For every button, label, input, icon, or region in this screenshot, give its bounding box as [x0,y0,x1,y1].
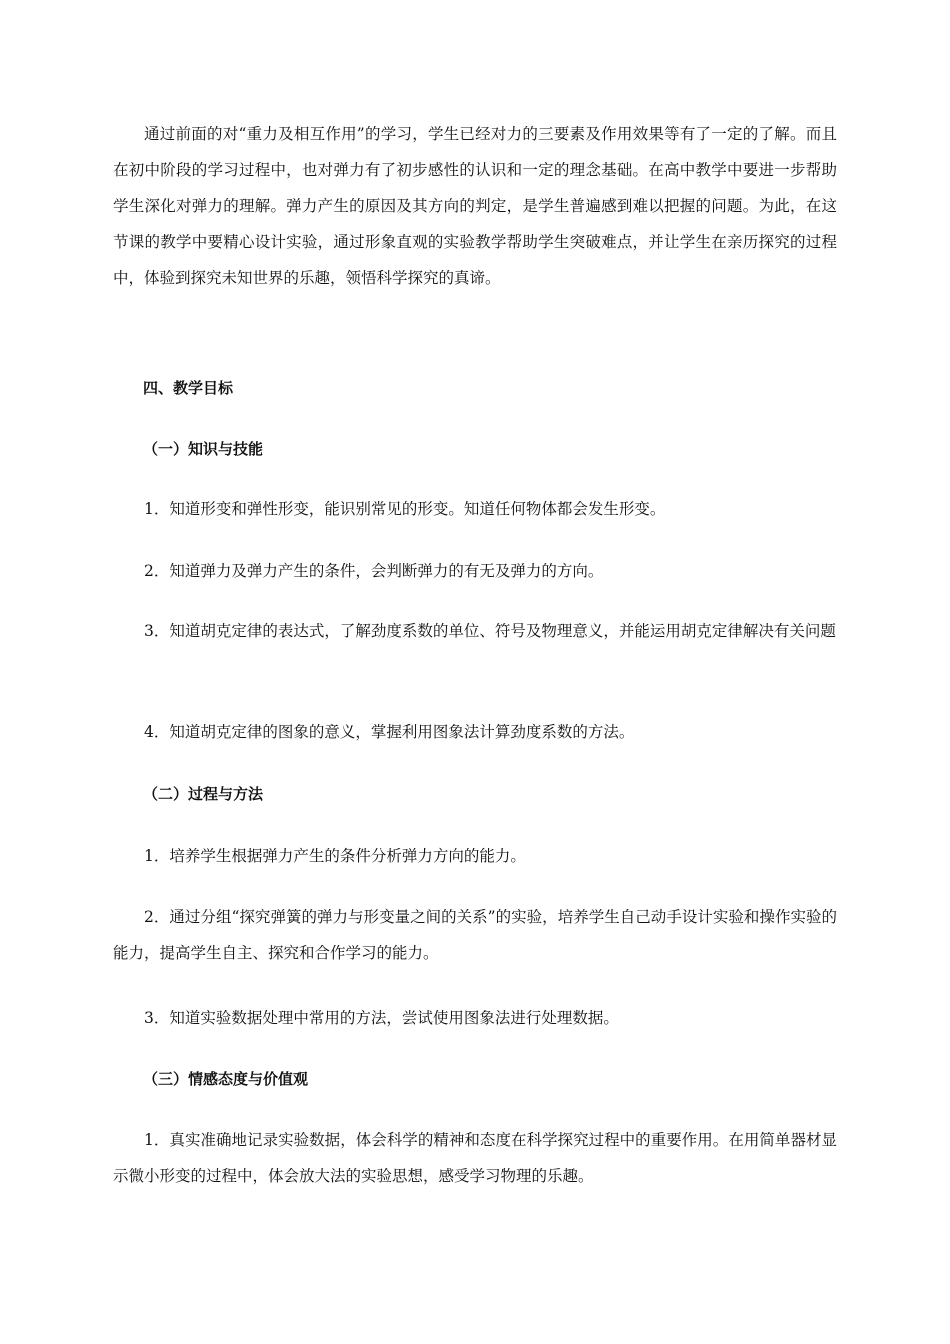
knowledge-item-1-block [113,491,837,527]
emotion-item-1-block [113,1122,837,1194]
list-item: 3．知道实验数据处理中常用的方法，尝试使用图象法进行处理数据。 [144,1009,619,1027]
process-subtitle: （二）过程与方法 [143,785,264,803]
intro-block [113,116,837,296]
knowledge-item-3-block [113,613,837,649]
intro-paragraph: 通过前面的对“重力及相互作用”的学习，学生已经对力的三要素及作用效果等有了一定的了解。而且在初中阶段的学习过程中，也对弹力有了初步感性的认识和一定的理念基础。在高中教学中要进一步帮助学生深化对弹力的理解。弹力产生的原因及其方向的判定，是学生普遍感到难以把握的问题。为此，在这节课的教学中要精心设计实验，通过形象直观的实验教学帮助学生突破难点，并让学生在亲历探究的过程中，体验到探究未知世界的乐趣，领悟科学探究的真谛。 [113,125,837,287]
knowledge-title-block [113,431,837,467]
knowledge-item-4-block [113,714,837,750]
list-item: 1．真实准确地记录实验数据，体会科学的精神和态度在科学探究过程中的重要作用。在用简单器材显示微小形变的过程中，体会放大法的实验思想，感受学习物理的乐趣。 [113,1131,837,1185]
list-item: 4．知道胡克定律的图象的意义，掌握利用图象法计算劲度系数的方法。 [144,723,635,741]
list-item: 1．知道形变和弹性形变，能识别常见的形变。知道任何物体都会发生形变。 [144,500,666,518]
process-item-2-block [113,899,837,971]
knowledge-item-2-block [113,553,837,589]
process-item-3-block [113,1000,837,1036]
emotion-subtitle: （三）情感态度与价值观 [143,1070,309,1088]
list-item: 3．知道胡克定律的表达式，了解劲度系数的单位、符号及物理意义，并能运用胡克定律解决有关问题 [144,622,836,640]
list-item: 2．知道弹力及弹力产生的条件，会判断弹力的有无及弹力的方向。 [144,562,604,580]
list-item: 1．培养学生根据弹力产生的条件分析弹力方向的能力。 [144,847,526,865]
section-title: 四、教学目标 [143,379,234,397]
emotion-title-block [113,1061,837,1097]
process-title-block [113,776,837,812]
section-title-block [113,370,837,406]
process-item-1-block [113,838,837,874]
knowledge-subtitle: （一）知识与技能 [143,440,264,458]
list-item: 2．通过分组“探究弹簧的弹力与形变量之间的关系”的实验，培养学生自己动手设计实验和操作实验的能力，提高学生自主、探究和合作学习的能力。 [113,908,837,962]
